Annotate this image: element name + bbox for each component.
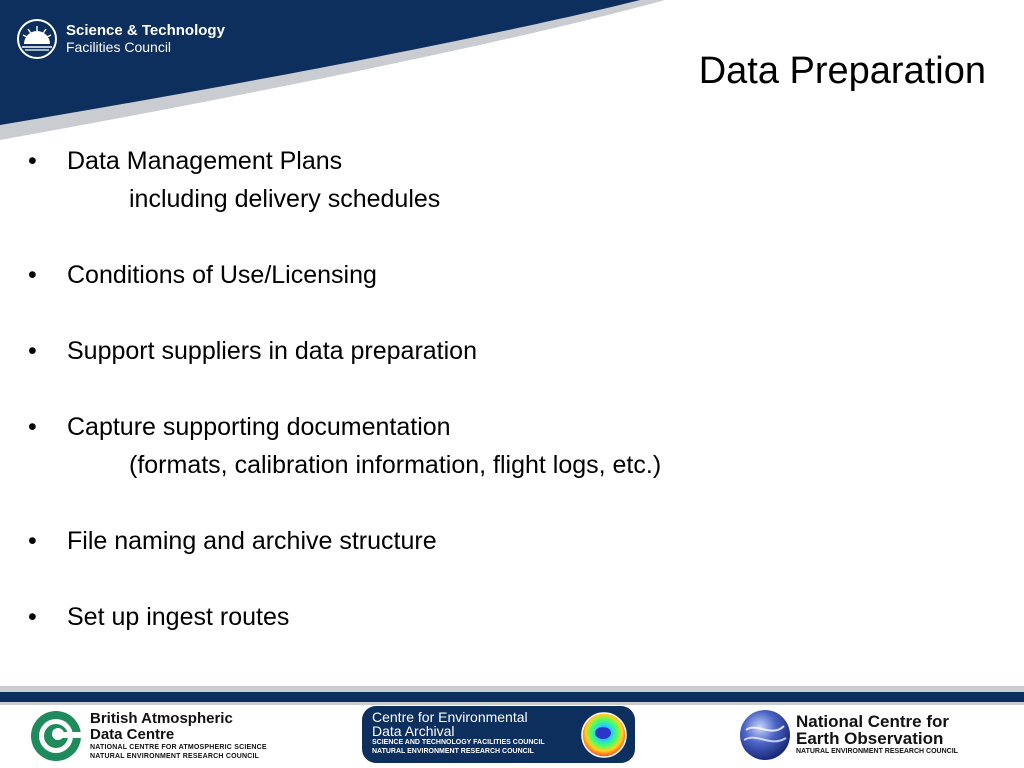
spacer xyxy=(28,218,988,256)
nceo-globe-icon xyxy=(738,708,792,762)
stfc-sunburst-icon xyxy=(16,18,58,60)
ceda-name-line1: Centre for Environmental xyxy=(372,709,528,725)
bullet-text: Set up ingest routes xyxy=(67,603,290,631)
badc-sub-line1: NATIONAL CENTRE FOR ATMOSPHERIC SCIENCE xyxy=(90,744,267,751)
badc-swirl-icon xyxy=(30,710,82,762)
stfc-logo xyxy=(16,18,225,60)
ceda-logo xyxy=(362,706,635,763)
bullet-item xyxy=(28,256,988,294)
badc-logo xyxy=(30,710,267,762)
badc-name-line1: British Atmospheric xyxy=(90,710,233,727)
bullet-marker: • xyxy=(28,147,37,175)
slide-title: Data Preparation xyxy=(698,50,986,92)
ceda-sub-line2: NATURAL ENVIRONMENT RESEARCH COUNCIL xyxy=(372,748,534,755)
bullet-subtext: including delivery schedules xyxy=(129,185,441,213)
spacer xyxy=(28,560,988,598)
bullet-item xyxy=(28,332,988,370)
bullet-marker: • xyxy=(28,261,37,289)
bullet-text: Data Management Plans xyxy=(67,147,343,175)
bullet-text: Support suppliers in data preparation xyxy=(67,337,477,365)
spacer xyxy=(28,294,988,332)
nceo-sub-line1: NATURAL ENVIRONMENT RESEARCH COUNCIL xyxy=(796,748,958,755)
bullet-text: Conditions of Use/Licensing xyxy=(67,261,377,289)
footer-divider xyxy=(0,692,1024,702)
stfc-name-line2: Facilities Council xyxy=(66,39,172,55)
bullet-item xyxy=(28,522,988,560)
bullet-marker: • xyxy=(28,337,37,365)
bullet-item xyxy=(28,408,988,484)
bullet-marker: • xyxy=(28,413,37,441)
nceo-logo xyxy=(738,708,958,762)
ceda-name-line2: Data Archival xyxy=(372,723,455,739)
nceo-name-line2: Earth Observation xyxy=(796,729,944,748)
badc-name-line2: Data Centre xyxy=(90,726,175,743)
spacer xyxy=(28,370,988,408)
bullet-marker: • xyxy=(28,603,37,631)
bullet-marker: • xyxy=(28,527,37,555)
globe-icon xyxy=(579,710,629,760)
stfc-name-line1: Science & Technology xyxy=(66,22,225,39)
bullet-item xyxy=(28,598,988,636)
bullet-text: Capture supporting documentation xyxy=(67,413,451,441)
bullet-text: File naming and archive structure xyxy=(67,527,437,555)
bullet-list xyxy=(28,142,988,636)
ceda-sub-line1: SCIENCE AND TECHNOLOGY FACILITIES COUNCIL xyxy=(372,739,545,746)
spacer xyxy=(28,484,988,522)
bullet-subtext: (formats, calibration information, flight logs, etc.) xyxy=(129,451,662,479)
nceo-name-line1: National Centre for xyxy=(796,712,950,731)
footer-divider xyxy=(0,702,1024,705)
badc-sub-line2: NATURAL ENVIRONMENT RESEARCH COUNCIL xyxy=(90,753,260,760)
bullet-item xyxy=(28,142,988,218)
